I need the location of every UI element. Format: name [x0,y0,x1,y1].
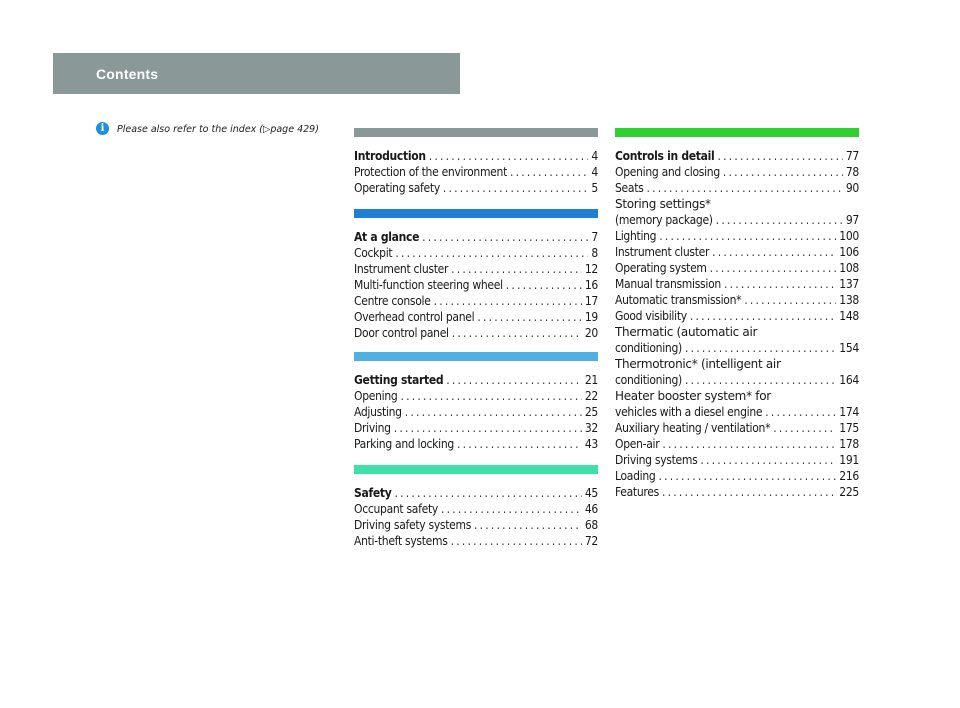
toc-entry[interactable] [615,484,859,500]
toc-page: 12 [584,262,598,276]
toc-entry[interactable] [354,309,598,325]
toc-label: (memory package) [615,213,713,227]
toc-page: 148 [839,309,859,323]
toc-page: 4 [591,149,598,163]
toc-entry-line[interactable]: Thermatic (automatic air [615,325,758,339]
toc-entry[interactable] [615,404,859,420]
toc-page: 174 [839,405,859,419]
toc-entry[interactable] [354,164,598,180]
toc-page: 16 [584,278,598,292]
toc-page: 32 [584,421,598,435]
toc-page: 45 [584,486,598,500]
arrow-icon: ▷ [263,124,271,135]
toc-label: Driving systems [615,453,698,467]
toc-page: 21 [584,373,598,387]
toc-entry[interactable] [354,501,598,517]
toc-page: 78 [845,165,859,179]
toc-entry[interactable] [354,261,598,277]
toc-label: Controls in detail [615,149,715,163]
toc-label: Introduction [354,149,426,163]
toc-page: 17 [584,294,598,308]
toc-entry[interactable] [615,420,859,436]
toc-page: 8 [591,246,598,260]
toc-entry[interactable] [615,148,859,164]
toc-entry[interactable] [354,420,598,436]
toc-label: Manual transmission [615,277,721,291]
toc-page: 178 [839,437,859,451]
toc-entry[interactable] [615,180,859,196]
index-note [96,124,319,135]
section-bar-getting-started [354,352,598,361]
toc-label: conditioning) [615,341,682,355]
note-text-suffix[interactable]: page 429) [270,124,319,135]
toc-label: Driving [354,421,391,435]
toc-page: 97 [845,213,859,227]
toc-label: Overhead control panel [354,310,475,324]
section-at-a-glance [354,209,598,341]
toc-entry[interactable] [354,533,598,549]
toc-label: Auxiliary heating / ventilation* [615,421,771,435]
toc-page: 46 [584,502,598,516]
toc-label: Protection of the environment [354,165,507,179]
info-icon: i [96,122,109,135]
toc-page: 154 [839,341,859,355]
toc-label: Instrument cluster [615,245,710,259]
toc-label: conditioning) [615,373,682,387]
toc-page: 19 [584,310,598,324]
section-bar-at-a-glance [354,209,598,218]
toc-page: 5 [591,181,598,195]
section-safety [354,465,598,549]
toc-page: 20 [584,326,598,340]
toc-entry[interactable] [615,244,859,260]
toc-page: 175 [839,421,859,435]
toc-label: Open-air [615,437,660,451]
toc-label: Door control panel [354,326,449,340]
toc-label: Lighting [615,229,657,243]
toc-label: Seats [615,181,644,195]
toc-entry[interactable] [354,436,598,452]
page-title: Contents [96,66,159,82]
toc-page: 106 [839,245,859,259]
toc-page: 108 [839,261,859,275]
toc-label: Multi-function steering wheel [354,278,503,292]
toc-entry[interactable] [354,372,598,388]
toc-entry[interactable] [354,404,598,420]
toc-label: Operating system [615,261,707,275]
toc-entry[interactable] [354,388,598,404]
toc-entry[interactable] [354,180,598,196]
toc-entry[interactable] [615,372,859,388]
section-introduction [354,128,598,196]
toc-entry[interactable] [615,452,859,468]
section-bar-introduction [354,128,598,137]
toc-page: 22 [584,389,598,403]
toc-label: Getting started [354,373,444,387]
toc-label: Instrument cluster [354,262,449,276]
toc-entry[interactable] [354,245,598,261]
section-bar-safety [354,465,598,474]
toc-label: Features [615,485,659,499]
toc-entry[interactable] [615,212,859,228]
toc-label: Cockpit [354,246,393,260]
toc-page: 68 [584,518,598,532]
toc-label: Automatic transmission* [615,293,742,307]
toc-page: 138 [839,293,859,307]
toc-entry[interactable] [615,468,859,484]
toc-entry[interactable] [615,436,859,452]
toc-entry[interactable] [354,517,598,533]
toc-page: 7 [591,230,598,244]
toc-entry[interactable] [615,340,859,356]
toc-entry[interactable] [354,277,598,293]
toc-entry-line[interactable]: Thermotronic* (intelligent air [615,357,781,371]
toc-label: Loading [615,469,656,483]
toc-page: 72 [584,534,598,548]
toc-page: 43 [584,437,598,451]
toc-label: Driving safety systems [354,518,472,532]
toc-label: At a glance [354,230,420,244]
toc-page: 225 [839,485,859,499]
toc-label: Good visibility [615,309,687,323]
toc-entry[interactable] [615,228,859,244]
toc-page: 4 [591,165,598,179]
toc-entry[interactable] [615,292,859,308]
toc-entry[interactable] [615,276,859,292]
toc-page: 216 [839,469,859,483]
toc-page: 77 [845,149,859,163]
section-getting-started [354,352,598,452]
toc-label: Opening and closing [615,165,720,179]
toc-entry-line[interactable]: Heater booster system* for [615,389,771,403]
toc-page: 191 [839,453,859,467]
toc-entry[interactable] [354,485,598,501]
toc-label: Safety [354,486,392,500]
toc-label: Anti-theft systems [354,534,448,548]
toc-label: Operating safety [354,181,440,195]
toc-label: Occupant safety [354,502,438,516]
note-text-prefix: Please also refer to the index ( [117,124,264,135]
toc-entry[interactable] [354,229,598,245]
toc-page: 90 [845,181,859,195]
toc-entry[interactable] [615,260,859,276]
toc-entry[interactable] [354,293,598,309]
toc-label: Opening [354,389,398,403]
toc-label: Centre console [354,294,431,308]
toc-entry[interactable] [615,308,859,324]
toc-page: 25 [584,405,598,419]
toc-entry-line[interactable]: Storing settings* [615,197,711,211]
section-bar-controls-in-detail [615,128,859,137]
toc-label: Parking and locking [354,437,454,451]
toc-page: 137 [839,277,859,291]
toc-label: vehicles with a diesel engine [615,405,763,419]
section-controls-in-detail [615,128,859,500]
toc-page: 100 [839,229,859,243]
toc-label: Adjusting [354,405,402,419]
toc-entry[interactable] [354,148,598,164]
toc-page: 164 [839,373,859,387]
toc-entry[interactable] [354,325,598,341]
toc-entry[interactable] [615,164,859,180]
